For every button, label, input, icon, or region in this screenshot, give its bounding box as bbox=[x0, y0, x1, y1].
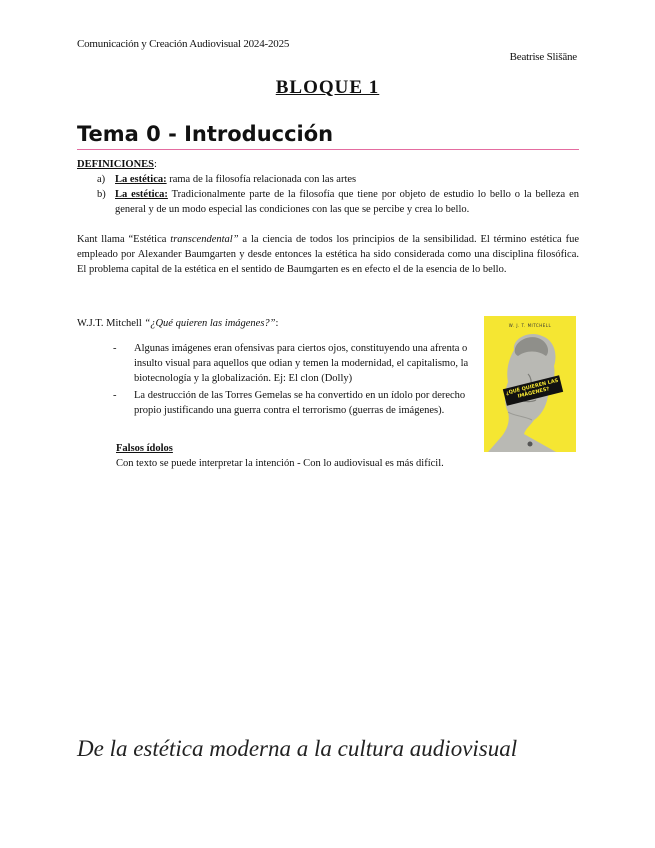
section-footer-title: De la estética moderna a la cultura audiovisual bbox=[77, 736, 518, 761]
tema-title: Tema 0 - Introducción bbox=[77, 122, 334, 146]
definition-text: Tradicionalmente parte de la filosofía que tiene por objeto de estudio lo bello o la belleza en general y de un modo especial las condiciones con las que se percibe y crea lo bello. bbox=[115, 189, 579, 215]
header-author: Beatrise Slišāne bbox=[509, 51, 577, 63]
list-item bbox=[113, 388, 477, 418]
definition-text-wrap bbox=[115, 187, 579, 217]
book-cover-image bbox=[484, 316, 576, 452]
bullet-dash: - bbox=[113, 343, 117, 354]
definition-marker: b) bbox=[97, 189, 106, 200]
kant-text-post: a la ciencia de todos los principios de la sensibilidad. El término estética fue empleado por Alexander Baumgarten y desde entonces la estética ha sido considerada como una disciplina filosófica. El problema capital de la estética en el sentido de Baumgarten es en efecto el de la esencia de lo bello. bbox=[77, 234, 579, 275]
kant-text-italic: transcendental” bbox=[170, 234, 239, 245]
kant-paragraph bbox=[77, 232, 579, 277]
definitions-heading: DEFINICIONES bbox=[77, 159, 155, 170]
list-item bbox=[113, 341, 477, 386]
definition-term: La estética: bbox=[115, 174, 167, 185]
mitchell-quote: “¿Qué quieren las imágenes?” bbox=[144, 318, 276, 329]
bullet-text: La destrucción de las Torres Gemelas se ha convertido en un ídolo por derecho propio justificando una guerra contra el terrorismo (guerras de imágenes). bbox=[134, 390, 466, 416]
mitchell-name: W.J.T. Mitchell bbox=[77, 318, 145, 329]
definition-text: rama de la filosofía relacionada con las artes bbox=[166, 174, 357, 185]
definition-item bbox=[97, 172, 579, 187]
book-cover-author: W. J. T. MITCHELL bbox=[508, 323, 552, 328]
definitions-heading-suffix: : bbox=[154, 159, 157, 170]
definitions-list bbox=[97, 172, 579, 217]
block-title: BLOQUE 1 bbox=[275, 77, 380, 98]
falsos-idolos-heading: Falsos ídolos bbox=[116, 443, 173, 454]
bullet-text: Algunas imágenes eran ofensivas para ciertos ojos, constituyendo una afrenta o insulto visual para aquellos que odian y temen la modernidad, el capitalismo, la biotecnología y la globalización. Ej: El clon (Dolly) bbox=[134, 343, 469, 384]
definition-term: La estética: bbox=[115, 189, 168, 200]
definition-item bbox=[97, 187, 579, 217]
definitions-heading-line bbox=[77, 157, 157, 172]
falsos-idolos-text: Con texto se puede interpretar la intención - Con lo audiovisual es más difícil. bbox=[116, 458, 444, 469]
kant-text-pre: Kant llama “Estética bbox=[77, 234, 171, 245]
book-cover-title: ¿QUÉ QUIEREN LAS IMÁGENES? bbox=[503, 375, 563, 406]
mitchell-heading bbox=[77, 316, 278, 331]
definition-marker: a) bbox=[97, 174, 106, 185]
mitchell-bullet-list bbox=[113, 341, 477, 420]
mitchell-suffix: : bbox=[275, 318, 279, 329]
header-course: Comunicación y Creación Audiovisual 2024-2025 bbox=[77, 38, 290, 50]
definition-text-wrap bbox=[115, 172, 579, 187]
bullet-dash: - bbox=[113, 390, 117, 401]
title-underline-rule bbox=[77, 149, 579, 150]
